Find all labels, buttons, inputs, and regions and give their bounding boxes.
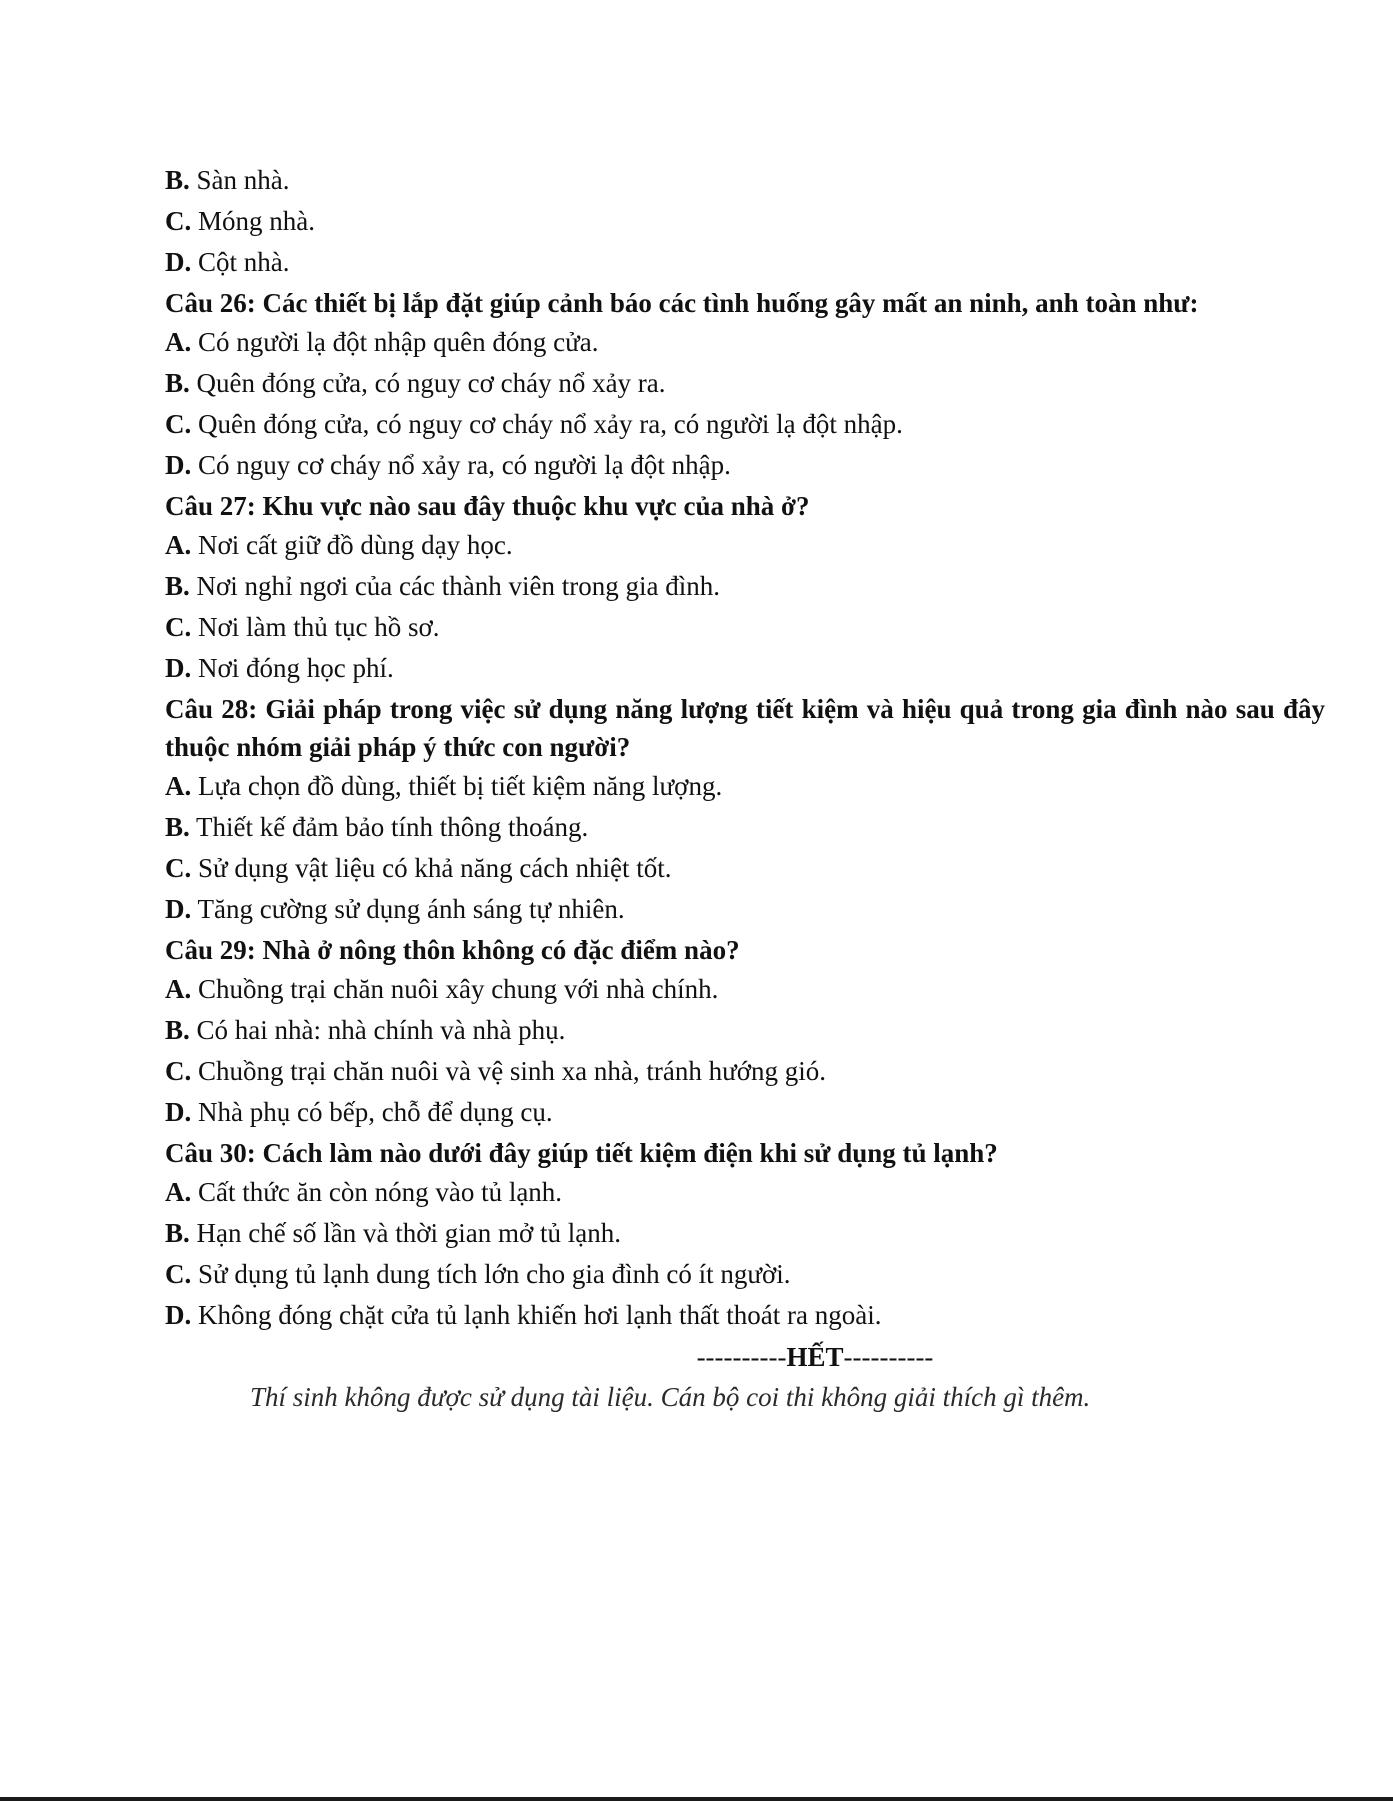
option-letter: C. <box>165 612 192 642</box>
option-text: Nhà phụ có bếp, chỗ để dụng cụ. <box>191 1097 553 1127</box>
question-text: Câu 28: Giải pháp trong việc sử dụng năng lượng tiết kiệm và hiệu quả trong gia đình nào sau đây thuộc nhóm giải pháp ý thức con người? <box>165 694 1325 762</box>
exam-page <box>165 160 1325 1417</box>
page-bottom-border <box>0 1797 1393 1801</box>
option-text: Sàn nhà. <box>189 165 290 195</box>
option-letter: C. <box>165 853 192 883</box>
option-text: Chuồng trại chăn nuôi và vệ sinh xa nhà, tránh hướng gió. <box>191 1056 827 1086</box>
option-text: Sử dụng tủ lạnh dung tích lớn cho gia đình có ít người. <box>191 1259 791 1289</box>
answer-option <box>165 404 1325 445</box>
option-letter: B. <box>165 1218 190 1248</box>
question-text: Câu 30: Cách làm nào dưới đây giúp tiết kiệm điện khi sử dụng tủ lạnh? <box>165 1138 998 1168</box>
answer-option <box>165 363 1325 404</box>
option-text: Nơi cất giữ đồ dùng dạy học. <box>191 530 513 560</box>
option-text: Chuồng trại chăn nuôi xây chung với nhà chính. <box>191 974 719 1004</box>
option-text: Nơi đóng học phí. <box>191 653 394 683</box>
question-text: Câu 27: Khu vực nào sau đây thuộc khu vực của nhà ở? <box>165 491 810 521</box>
option-letter: A. <box>165 1177 192 1207</box>
option-text: Sử dụng vật liệu có khả năng cách nhiệt tốt. <box>191 853 672 883</box>
option-text: Không đóng chặt cửa tủ lạnh khiến hơi lạnh thất thoát ra ngoài. <box>191 1300 882 1330</box>
option-text: Có hai nhà: nhà chính và nhà phụ. <box>189 1015 566 1045</box>
option-letter: B. <box>165 1015 190 1045</box>
answer-option <box>165 160 1325 201</box>
end-dashes-right: ---------- <box>843 1342 934 1372</box>
option-text: Thiết kế đảm bảo tính thông thoáng. <box>189 812 589 842</box>
answer-option <box>165 201 1325 242</box>
option-letter: A. <box>165 327 192 357</box>
option-text: Cất thức ăn còn nóng vào tủ lạnh. <box>191 1177 563 1207</box>
end-marker <box>305 1337 1325 1377</box>
option-letter: B. <box>165 165 190 195</box>
option-letter: C. <box>165 1259 192 1289</box>
answer-option <box>165 889 1325 930</box>
option-text: Tăng cường sử dụng ánh sáng tự nhiên. <box>191 894 625 924</box>
answer-option <box>165 766 1325 807</box>
option-letter: B. <box>165 812 190 842</box>
option-letter: D. <box>165 653 192 683</box>
option-letter: D. <box>165 894 192 924</box>
option-text: Có người lạ đột nhập quên đóng cửa. <box>191 327 599 357</box>
exam-content <box>165 160 1325 1336</box>
answer-option <box>165 322 1325 363</box>
answer-option <box>165 1295 1325 1336</box>
answer-option <box>165 848 1325 889</box>
option-letter: C. <box>165 409 192 439</box>
option-text: Cột nhà. <box>191 247 290 277</box>
option-letter: A. <box>165 974 192 1004</box>
option-letter: A. <box>165 530 192 560</box>
option-letter: D. <box>165 450 192 480</box>
option-text: Hạn chế số lần và thời gian mở tủ lạnh. <box>189 1218 621 1248</box>
answer-option <box>165 1051 1325 1092</box>
answer-option <box>165 525 1325 566</box>
option-letter: B. <box>165 571 190 601</box>
option-text: Móng nhà. <box>191 206 315 236</box>
option-letter: D. <box>165 1097 192 1127</box>
option-letter: D. <box>165 1300 192 1330</box>
end-word: HẾT <box>786 1342 844 1372</box>
option-text: Nơi nghỉ ngơi của các thành viên trong gia đình. <box>189 571 720 601</box>
answer-option <box>165 242 1325 283</box>
option-text: Quên đóng cửa, có nguy cơ cháy nổ xảy ra. <box>189 368 666 398</box>
answer-option <box>165 1254 1325 1295</box>
answer-option <box>165 566 1325 607</box>
answer-option <box>165 1010 1325 1051</box>
option-letter: C. <box>165 1056 192 1086</box>
answer-option <box>165 1172 1325 1213</box>
option-letter: D. <box>165 247 192 277</box>
answer-option <box>165 1092 1325 1133</box>
answer-option <box>165 607 1325 648</box>
option-letter: A. <box>165 771 192 801</box>
question-text: Câu 26: Các thiết bị lắp đặt giúp cảnh báo các tình huống gây mất an ninh, anh toàn như: <box>165 288 1199 318</box>
option-text: Có nguy cơ cháy nổ xảy ra, có người lạ đột nhập. <box>191 450 731 480</box>
option-letter: C. <box>165 206 192 236</box>
option-text: Quên đóng cửa, có nguy cơ cháy nổ xảy ra, có người lạ đột nhập. <box>191 409 903 439</box>
option-text: Nơi làm thủ tục hồ sơ. <box>191 612 440 642</box>
question-text: Câu 29: Nhà ở nông thôn không có đặc điểm nào? <box>165 935 740 965</box>
answer-option <box>165 445 1325 486</box>
exam-instruction-note: Thí sinh không được sử dụng tài liệu. Cán bộ coi thi không giải thích gì thêm. <box>250 1382 1091 1412</box>
answer-option <box>165 648 1325 689</box>
answer-option <box>165 807 1325 848</box>
answer-option <box>165 969 1325 1010</box>
option-text: Lựa chọn đồ dùng, thiết bị tiết kiệm năng lượng. <box>191 771 723 801</box>
answer-option <box>165 1213 1325 1254</box>
option-letter: B. <box>165 368 190 398</box>
end-dashes-left: ---------- <box>696 1342 787 1372</box>
